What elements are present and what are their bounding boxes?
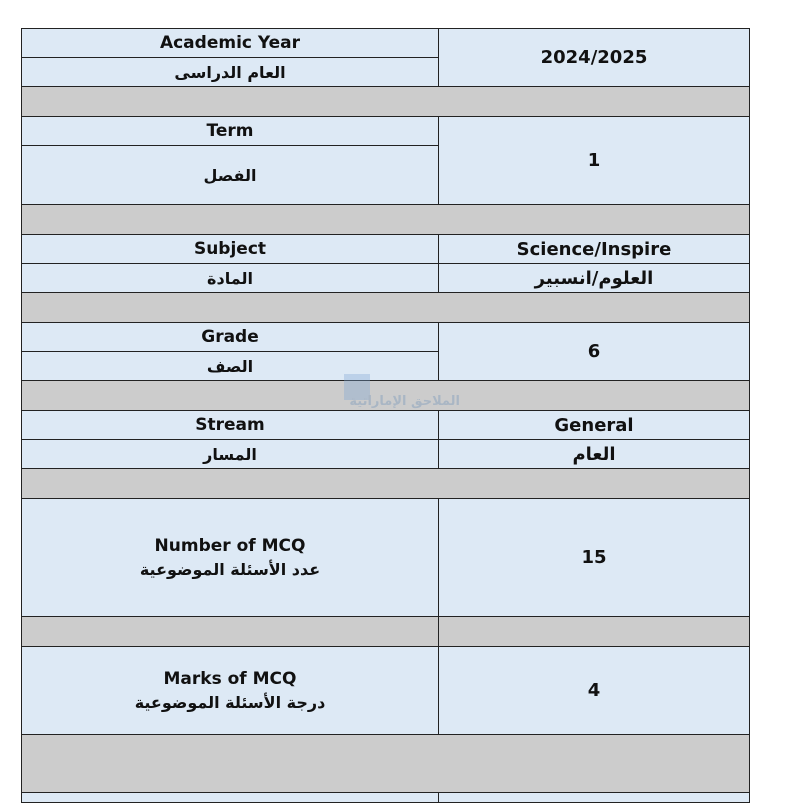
- stream-label-ar: المسار: [22, 440, 439, 469]
- subject-label-en: Subject: [22, 235, 439, 264]
- grade-row: [22, 323, 750, 352]
- subject-value-en: Science/Inspire: [439, 235, 750, 264]
- mcq-marks-value: 4: [439, 647, 750, 735]
- subject-row: [22, 235, 750, 264]
- separator-row: [22, 469, 750, 499]
- exam-info-table: [21, 28, 750, 803]
- academic-year-label-en: Academic Year: [22, 29, 439, 58]
- grade-value: 6: [439, 323, 750, 381]
- mcq-marks-row: [22, 647, 750, 735]
- separator-row: [22, 381, 750, 411]
- mcq-marks-label-en: Marks of MCQ: [163, 669, 297, 689]
- mcq-count-row: [22, 499, 750, 617]
- stream-row: [22, 411, 750, 440]
- grade-label-ar: الصف: [22, 352, 439, 381]
- mcq-count-label-en: Number of MCQ: [154, 536, 306, 556]
- grade-label-en: Grade: [22, 323, 439, 352]
- separator-row: [22, 87, 750, 117]
- separator-row: [22, 205, 750, 235]
- watermark-text: الملاحق الإماراتية: [349, 394, 460, 409]
- separator-row: [22, 735, 750, 793]
- term-label-ar: الفصل: [22, 146, 439, 205]
- separator-row: [22, 617, 750, 647]
- mcq-marks-label-ar: درجة الأسئلة الموضوعية: [134, 693, 326, 712]
- mcq-count-label-ar: عدد الأسئلة الموضوعية: [139, 560, 321, 579]
- term-value: 1: [439, 117, 750, 205]
- academic-year-row: [22, 29, 750, 58]
- stream-label-en: Stream: [22, 411, 439, 440]
- mcq-marks-label: [22, 647, 439, 735]
- mcq-count-label: [22, 499, 439, 617]
- term-label-en: Term: [22, 117, 439, 146]
- stream-value-en: General: [439, 411, 750, 440]
- academic-year-label-ar: العام الدراسى: [22, 58, 439, 87]
- exam-info-sheet: [21, 28, 749, 803]
- term-row: [22, 117, 750, 146]
- mcq-count-value: 15: [439, 499, 750, 617]
- subject-label-ar: المادة: [22, 264, 439, 293]
- stream-value-ar: العام: [439, 440, 750, 469]
- separator-row: [22, 293, 750, 323]
- academic-year-value: 2024/2025: [439, 29, 750, 87]
- subject-value-ar: العلوم/انسبير: [439, 264, 750, 293]
